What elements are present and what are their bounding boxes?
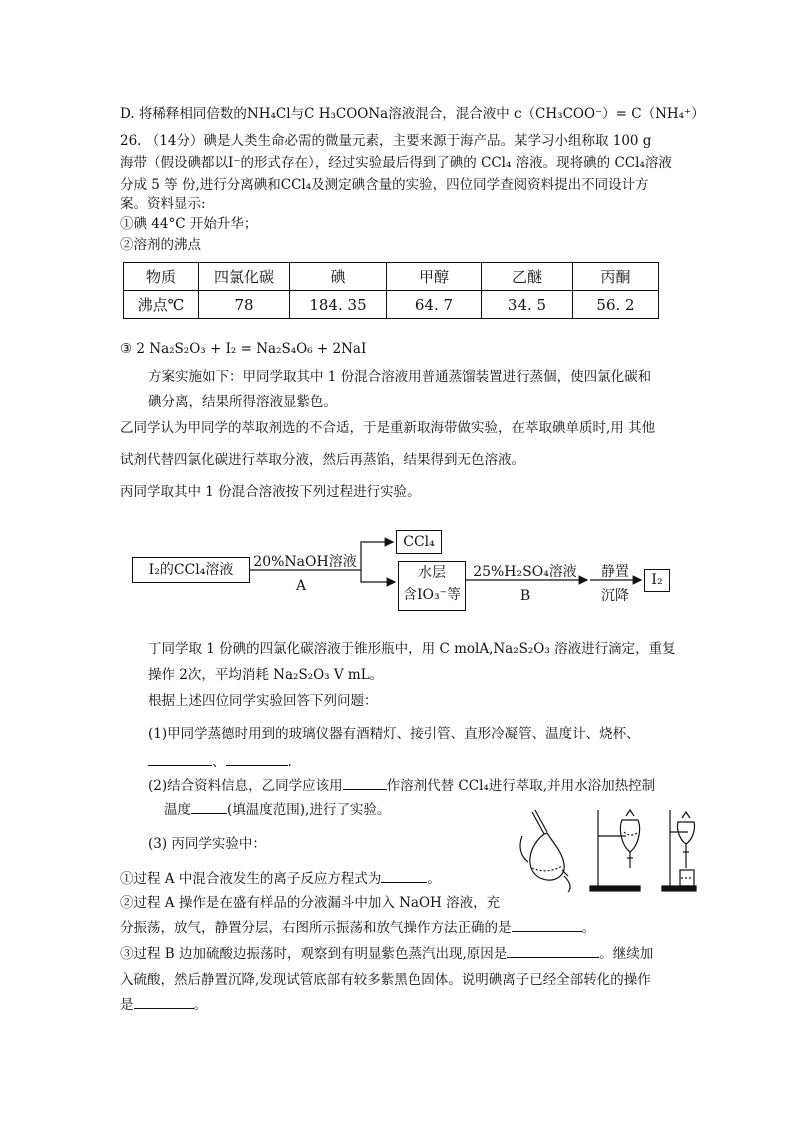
flow-step-sediment: 沉降 (601, 588, 629, 604)
table-cell: 乙醚 (482, 263, 573, 291)
answer-blank[interactable] (343, 776, 387, 790)
q2-text-b: 作溶剂代替 CCl₄进行萃取,并用水浴加热控制 (386, 778, 656, 794)
separator: 、 (212, 754, 226, 770)
water-layer-label: 水层 (418, 565, 446, 581)
flow-water-box (398, 561, 466, 611)
separatory-funnel-figures (518, 806, 698, 896)
s2-end: 。 (581, 920, 595, 936)
handheld-funnel (520, 810, 570, 892)
q1-blanks (148, 752, 292, 772)
flow-label-a: A (295, 578, 307, 594)
s2-line-1: ②过程 A 操作是在盛有样品的分液漏斗中加入 NaOH 溶液，充 (120, 895, 501, 911)
s3-text-a: ③过程 B 边加硫酸边振荡时，观察到有明显紫色蒸汽出现,原因是 (120, 946, 508, 962)
table-cell: 沸点℃ (124, 291, 199, 319)
ask-line: 根据上述四位同学实验回答下列问题： (148, 693, 378, 709)
flow-end-box: I₂ (644, 569, 670, 592)
flow-reagent-b: 25%H₂SO₄溶液 (473, 564, 577, 580)
info-1: ①碘 44°C 开始升华； (120, 216, 258, 232)
bing-line: 丙同学取其中 1 份混合溶液按下列过程进行实验。 (120, 484, 421, 500)
s1-line (120, 869, 441, 889)
table-cell: 34. 5 (482, 291, 573, 319)
s3-line-1 (120, 944, 653, 964)
period: . (287, 754, 292, 770)
table-cell: 甲醇 (387, 263, 482, 291)
plan-line-1: 方案实施如下：甲同学取其中 1 份混合溶液用普通蒸馏装置进行蒸個，使四氯化碳和 (148, 369, 652, 385)
answer-blank[interactable] (507, 944, 599, 958)
s2-text: 分振荡，放气，静置分层，右图所示振荡和放气操作方法正确的是 (120, 920, 512, 936)
water-layer-content: 含IO₃⁻等 (402, 587, 461, 603)
q2-text-d: (填温度范围),进行了实验。 (227, 802, 391, 818)
boiling-point-table (123, 262, 659, 319)
q26-line-3: 分成 5 等 份,进行分离碘和CCl₄及测定碘含量的实验，四位同学查阅资料提出不同设计方 (120, 177, 649, 193)
ding-line-1: 丁同学取 1 份碘的四氯化碳溶液于锥形瓶中，用 C molA,Na₂S₂O₃ 溶液进行滴定，重复 (148, 641, 676, 657)
answer-blank[interactable] (512, 918, 582, 932)
answer-blank[interactable] (226, 752, 288, 766)
yi-line-1: 乙同学认为甲同学的萃取剂选的不合适，于是重新取海带做实验，在萃取碘单质时,用 其他 (120, 420, 656, 436)
q2-line-2 (164, 800, 390, 820)
table-cell: 78 (199, 291, 290, 319)
flow-start-box: I₂的CCl₄溶液 (132, 557, 250, 583)
s3-line-3 (120, 995, 207, 1015)
arrow-to-ccl4 (361, 542, 393, 570)
q26-line-2: 海带（假设碘都以I⁻的形式存在），经过实验最后得到了碘的 CCl₄ 溶液。现将碘的 CCl₄溶液 (120, 155, 672, 171)
answer-blank[interactable] (148, 752, 212, 766)
s1-end: 。 (427, 871, 441, 887)
answer-blank[interactable] (381, 869, 427, 883)
info-2: ②溶剂的沸点 (120, 237, 201, 253)
plan-line-2: 碘分离，结果所得溶液显紫色。 (148, 394, 337, 410)
q2-line-1 (148, 776, 655, 796)
s3-text-b: 。继续加 (599, 946, 654, 962)
q2-text-a: (2)结合资料信息，乙同学应该用 (148, 778, 343, 794)
table-cell: 物质 (124, 263, 199, 291)
table-cell: 碘 (290, 263, 387, 291)
info-3: ③ 2 Na₂S₂O₃ + I₂ = Na₂S₄O₆ + 2NaI (120, 341, 367, 357)
option-d: D. 将稀释相同倍数的NH₄Cl与C H₃COONa溶液混合，混合液中 c（CH₃COO⁻）= C（NH₄⁺） (120, 106, 705, 122)
q1-line: (1)甲同学蒸德时用到的玻璃仪器有酒精灯、接引管、直形冷凝管、温度计、烧杯、 (148, 726, 640, 742)
q3-line: (3) 丙同学实验中： (148, 836, 266, 852)
table-row (124, 291, 659, 319)
table-cell: 56. 2 (573, 291, 659, 319)
ding-line-2: 操作 2次，平均消耗 Na₂S₂O₃ V mL。 (148, 667, 384, 683)
flow-step-settle: 静置 (601, 564, 629, 580)
flow-label-b: B (519, 588, 531, 604)
table-cell: 184. 35 (290, 291, 387, 319)
table-cell: 丙酮 (573, 263, 659, 291)
table-cell: 四氯化碳 (199, 263, 290, 291)
s2-line-2 (120, 918, 595, 938)
answer-blank[interactable] (134, 995, 194, 1009)
q26-line-4: 案。资料显示: (120, 196, 206, 212)
s3-text-d: 是 (120, 997, 134, 1013)
s3-text-e: 。 (193, 997, 207, 1013)
table-cell: 64. 7 (387, 291, 482, 319)
flow-ccl4-box: CCl₄ (396, 530, 442, 554)
s3-line-2: 入硫酸，然后静置沉降,发现试管底部有较多紫黑色固体。说明碘离子已经全部转化的操作 (120, 972, 651, 988)
q2-text-c: 温度 (164, 802, 191, 818)
flow-reagent-a: 20%NaOH溶液 (253, 554, 357, 570)
s1-text: ①过程 A 中混合液发生的离子反应方程式为 (120, 871, 382, 887)
q26-line-1: 26. （14分）碘是人类生命必需的微量元素，主要来源于海产品。某学习小组称取 100 g (120, 133, 652, 149)
table-header-row (124, 263, 659, 291)
arrow-to-water (361, 570, 395, 582)
yi-line-2: 试剂代替四氯化碳进行萃取分液，然后再蒸馅，结果得到无色溶液。 (120, 452, 525, 468)
answer-blank[interactable] (191, 800, 227, 814)
ring-stand-funnel-1 (590, 810, 640, 891)
ring-stand-funnel-2 (662, 810, 696, 891)
